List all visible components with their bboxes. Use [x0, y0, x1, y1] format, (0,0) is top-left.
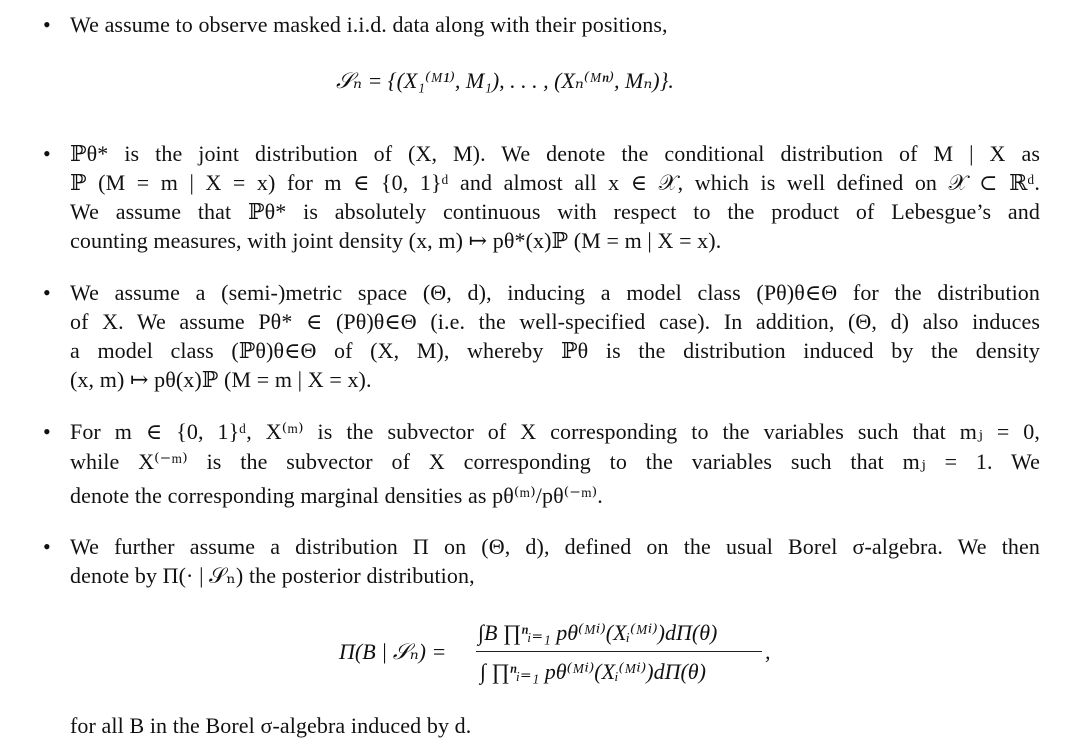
equation-sample-set: 𝒮ₙ = {(X₁⁽ᴹ¹⁾, M₁), . . . , (Xₙ⁽ᴹⁿ⁾, Mₙ)}. — [336, 68, 674, 93]
text-line: For m ∈ {0, 1}ᵈ, X⁽ᵐ⁾ is the subvector of X corresponding to the variables such that mⱼ = 0, — [70, 419, 1040, 444]
text-line: denote by Π(· | 𝒮ₙ) the posterior distribution, — [70, 563, 475, 588]
text-line: of X. We assume Pθ* ∈ (Pθ)θ∈Θ (i.e. the well-specified case). In addition, (Θ, d) also induces — [70, 309, 1040, 334]
text-line: ℙ (M = m | X = x) for m ∈ {0, 1}ᵈ and almost all x ∈ 𝒳, which is well defined on 𝒳 ⊂ ℝᵈ. — [70, 170, 1040, 195]
bullet-dot-icon: • — [43, 419, 51, 444]
text-line: (x, m) ↦ pθ(x)ℙ (M = m | X = x). — [70, 367, 372, 392]
text-line: We further assume a distribution Π on (Θ, d), defined on the usual Borel σ-algebra. We then — [70, 534, 1040, 559]
text-line: We assume to observe masked i.i.d. data along with their positions, — [70, 12, 668, 37]
fraction-bar — [476, 651, 762, 652]
text-line: We assume that ℙθ* is absolutely continuous with respect to the product of Lebesgue’s and — [70, 199, 1040, 224]
equation-trailing-comma: , — [765, 639, 771, 664]
bullet-dot-icon: • — [43, 280, 51, 305]
fraction-denominator: ∫ ∏ⁿᵢ₌₁ pθ⁽ᴹⁱ⁾(Xᵢ⁽ᴹⁱ⁾)dΠ(θ) — [480, 659, 706, 684]
text-line: while X⁽⁻ᵐ⁾ is the subvector of X corresponding to the variables such that mⱼ = 1. We — [70, 449, 1040, 474]
bullet-dot-icon: • — [43, 534, 51, 559]
text-line: denote the corresponding marginal densities as pθ⁽ᵐ⁾/pθ⁽⁻ᵐ⁾. — [70, 483, 603, 508]
bullet-dot-icon: • — [43, 141, 51, 166]
text-line: We assume a (semi-)metric space (Θ, d), inducing a model class (Pθ)θ∈Θ for the distribution — [70, 280, 1040, 305]
text-line: ℙθ* is the joint distribution of (X, M). We denote the conditional distribution of M | X as — [70, 141, 1040, 166]
text-line: counting measures, with joint density (x, m) ↦ pθ*(x)ℙ (M = m | X = x). — [70, 228, 722, 253]
text-line: a model class (ℙθ)θ∈Θ of (X, M), whereby ℙθ is the distribution induced by the density — [70, 338, 1040, 363]
bullet-dot-icon: • — [43, 12, 51, 37]
text-line: for all B in the Borel σ-algebra induced by d. — [70, 713, 472, 738]
equation-lhs: Π(B | 𝒮ₙ) = — [339, 639, 447, 664]
fraction-numerator: ∫B ∏ⁿᵢ₌₁ pθ⁽ᴹⁱ⁾(Xᵢ⁽ᴹⁱ⁾)dΠ(θ) — [478, 620, 718, 645]
